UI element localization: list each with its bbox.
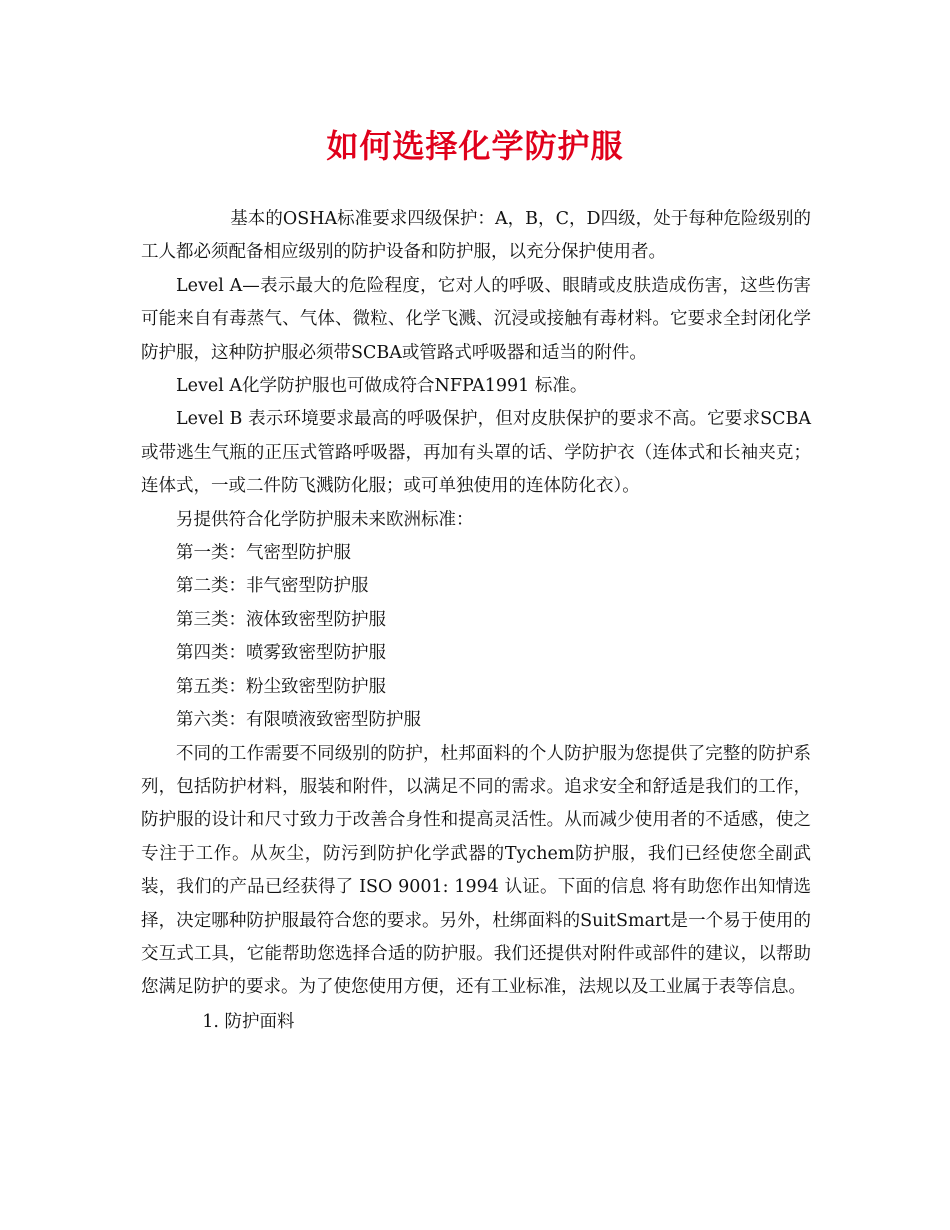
list-item-type-1: 第一类：气密型防护服: [176, 543, 351, 564]
document-body: [141, 203, 811, 1039]
paragraph-european-standard: 另提供符合化学防护服未来欧洲标准：: [176, 509, 474, 530]
list-item-type-2: 第二类：非气密型防护服: [176, 576, 369, 597]
list-item-type-6: 第六类：有限喷液致密型防护服: [176, 710, 421, 731]
paragraph-osha-levels: 基本的OSHA标准要求四级保护：A，B，C，D四级，处于每种危险级别的工人都必须配备相应级别的防护设备和防护服，以充分保护使用者。: [141, 209, 811, 263]
section-heading-protective-fabric: 1. 防护面料: [202, 1011, 295, 1032]
paragraph-level-a-nfpa: Level A化学防护服也可做成符合NFPA1991 标准。: [176, 376, 588, 397]
paragraph-level-a: Level A—表示最大的危险程度，它对人的呼吸、眼睛或皮肤造成伤害，这些伤害可能来自有毒蒸气、气体、微粒、化学飞溅、沉浸或接触有毒材料。它要求全封闭化学防护服，这种防护服必须带SCBA或管路式呼吸器和适当的附件。: [141, 275, 811, 363]
list-item-type-4: 第四类：喷雾致密型防护服: [176, 643, 386, 664]
paragraph-level-b: Level B 表示环境要求最高的呼吸保护，但对皮肤保护的要求不高。它要求SCBA或带逃生气瓶的正压式管路呼吸器，再加有头罩的话、学防护衣（连体式和长袖夹克；连体式，一或二件防飞溅防化服；或可单独使用的连体防化衣）。: [141, 409, 811, 497]
list-item-type-3: 第三类：液体致密型防护服: [176, 609, 386, 630]
document-title: 如何选择化学防护服: [326, 127, 624, 165]
paragraph-dupont-protection: 不同的工作需要不同级别的防护，杜邦面料的个人防护服为您提供了完整的防护系列，包括防护材料，服装和附件，以满足不同的需求。追求安全和舒适是我们的工作，防护服的设计和尺寸致力于改善合身性和提高灵活性。从而减少使用者的不适感，使之专注于工作。从灰尘，防污到防护化学武器的Tychem防护服，我们已经使您全副武装，我们的产品已经获得了 ISO 9001: 1994 认证。下面的信息 将有助您作出知情选择，决定哪种防护服最符合您的要求。另外，杜绑面料的SuitSmart是一个易于使用的交互式工具，它能帮助您选择合适的防护服。我们还提供对附件或部件的建议，以帮助您满足防护的要求。为了使您使用方便，还有工业标准，法规以及工业属于表等信息。: [141, 743, 811, 998]
list-item-type-5: 第五类：粉尘致密型防护服: [176, 676, 386, 697]
